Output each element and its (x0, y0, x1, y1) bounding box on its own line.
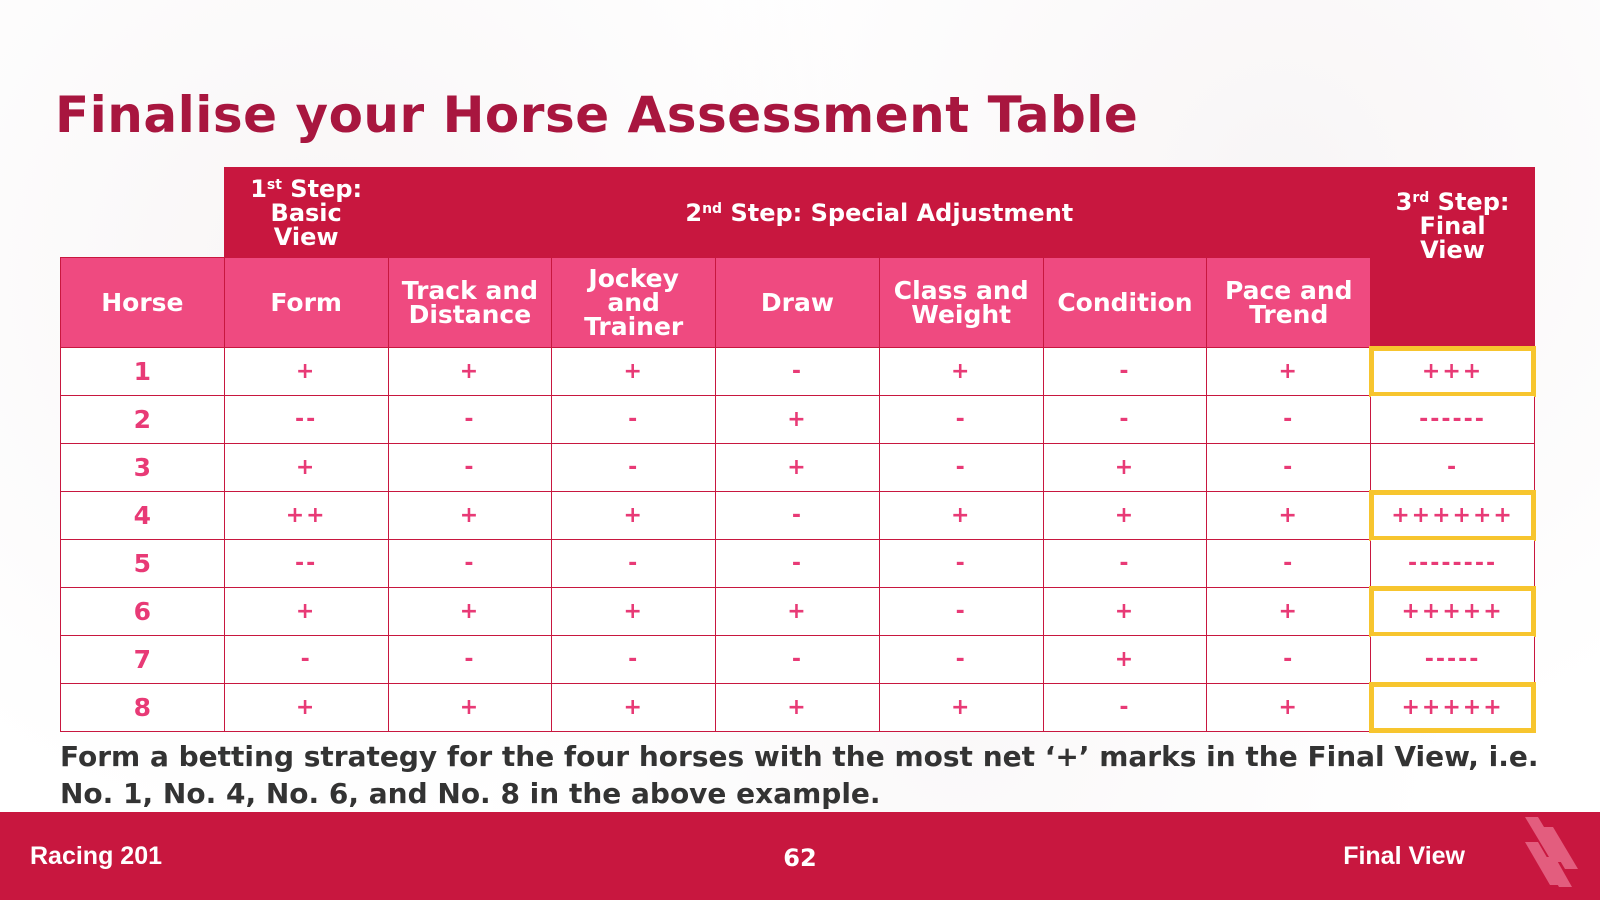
draw-mark-cell: + (716, 684, 880, 732)
step1-line3: View (273, 222, 339, 251)
draw-mark-cell: - (716, 636, 880, 684)
form-mark-cell: - (224, 636, 388, 684)
col-header-jockey-trainer (552, 258, 716, 348)
track-label-l2: Distance (408, 299, 532, 329)
form-mark-cell: -- (224, 396, 388, 444)
table-row (61, 444, 1535, 492)
step1-step-text: Step: (281, 174, 363, 203)
caption-line2: No. 1, No. 4, No. 6, and No. 8 in the above example. (60, 777, 881, 810)
table-row (61, 636, 1535, 684)
step3-header (1371, 168, 1535, 348)
jockey-mark-cell: + (552, 684, 716, 732)
track-mark-cell: + (388, 348, 552, 396)
condition-mark-cell: + (1043, 636, 1207, 684)
step2-suffix: nd (702, 200, 723, 217)
brand-stripes-logo-icon (1520, 817, 1580, 887)
slide-title: Finalise your Horse Assessment Table (55, 86, 1139, 144)
table-row (61, 684, 1535, 732)
pace-mark-cell: - (1207, 540, 1371, 588)
form-mark-cell: -- (224, 540, 388, 588)
form-mark-cell: + (224, 588, 388, 636)
class-mark-cell: - (879, 396, 1043, 444)
track-mark-cell: - (388, 444, 552, 492)
footer-course-name: Racing 201 (30, 842, 163, 870)
class-mark-cell: - (879, 588, 1043, 636)
step3-ordinal: 3 (1395, 188, 1413, 216)
table-row (61, 540, 1535, 588)
final-view-cell-highlighted: +++ (1371, 348, 1535, 396)
class-mark-cell: - (879, 636, 1043, 684)
condition-mark-cell: + (1043, 492, 1207, 540)
col-header-track-distance (388, 258, 552, 348)
step3-line2: Final (1419, 212, 1486, 240)
condition-mark-cell: - (1043, 396, 1207, 444)
condition-mark-cell: + (1043, 444, 1207, 492)
horse-number-cell: 2 (61, 396, 225, 444)
pace-mark-cell: + (1207, 348, 1371, 396)
class-mark-cell: - (879, 444, 1043, 492)
corner-blank-cell (61, 168, 225, 258)
horse-number-cell: 6 (61, 588, 225, 636)
horse-number-cell: 1 (61, 348, 225, 396)
jockey-mark-cell: - (552, 540, 716, 588)
jockey-mark-cell: + (552, 492, 716, 540)
form-mark-cell: + (224, 348, 388, 396)
pace-mark-cell: + (1207, 588, 1371, 636)
step1-suffix: st (266, 176, 282, 193)
pace-mark-cell: - (1207, 636, 1371, 684)
condition-mark-cell: - (1043, 540, 1207, 588)
col-header-condition: Condition (1043, 258, 1207, 348)
class-mark-cell: + (879, 492, 1043, 540)
table-row (61, 396, 1535, 444)
jockey-label-l1: Jockey (588, 263, 679, 293)
horse-assessment-table (60, 167, 1535, 732)
step1-header (224, 168, 388, 258)
class-mark-cell: + (879, 348, 1043, 396)
track-label-l1: Track and (401, 275, 539, 305)
step2-header (388, 168, 1371, 258)
caption-line1: Form a betting strategy for the four horses with the most net ‘+’ marks in the Final View, i.e. (60, 740, 1539, 773)
final-view-cell: ------ (1371, 396, 1535, 444)
table-row (61, 348, 1535, 396)
step3-step-text: Step: (1429, 188, 1510, 216)
step1-ordinal: 1 (250, 174, 267, 203)
track-mark-cell: - (388, 540, 552, 588)
class-label-l2: Weight (911, 299, 1012, 329)
horse-number-cell: 7 (61, 636, 225, 684)
final-view-cell: - (1371, 444, 1535, 492)
col-header-draw: Draw (716, 258, 880, 348)
jockey-label-l3: Trainer (584, 311, 684, 341)
class-label-l1: Class and (893, 275, 1029, 305)
jockey-mark-cell: + (552, 588, 716, 636)
condition-mark-cell: + (1043, 588, 1207, 636)
step1-line2: Basic (270, 198, 342, 227)
jockey-label-l2: and (607, 287, 660, 317)
jockey-mark-cell: - (552, 636, 716, 684)
horse-number-cell: 4 (61, 492, 225, 540)
pace-mark-cell: + (1207, 492, 1371, 540)
form-mark-cell: + (224, 684, 388, 732)
horse-number-cell: 3 (61, 444, 225, 492)
table-row (61, 492, 1535, 540)
draw-mark-cell: + (716, 444, 880, 492)
footer-page-number: 62 (783, 844, 817, 872)
col-header-pace-trend (1207, 258, 1371, 348)
col-header-class-weight (879, 258, 1043, 348)
final-view-cell: -------- (1371, 540, 1535, 588)
step2-step-text: Step: Special Adjustment (722, 198, 1074, 227)
draw-mark-cell: - (716, 492, 880, 540)
step3-suffix: rd (1412, 190, 1430, 206)
track-mark-cell: - (388, 396, 552, 444)
col-header-form: Form (224, 258, 388, 348)
pace-mark-cell: - (1207, 444, 1371, 492)
jockey-mark-cell: - (552, 396, 716, 444)
form-mark-cell: + (224, 444, 388, 492)
pace-label-l2: Trend (1249, 299, 1329, 329)
final-view-cell: ----- (1371, 636, 1535, 684)
class-mark-cell: - (879, 540, 1043, 588)
horse-number-cell: 5 (61, 540, 225, 588)
step3-line3: View (1420, 236, 1485, 264)
track-mark-cell: + (388, 588, 552, 636)
pace-label-l1: Pace and (1224, 275, 1353, 305)
form-mark-cell: ++ (224, 492, 388, 540)
track-mark-cell: - (388, 636, 552, 684)
jockey-mark-cell: + (552, 348, 716, 396)
strategy-caption (60, 738, 1540, 812)
pace-mark-cell: - (1207, 396, 1371, 444)
condition-mark-cell: - (1043, 684, 1207, 732)
horse-number-cell: 8 (61, 684, 225, 732)
draw-mark-cell: - (716, 540, 880, 588)
table-body (61, 348, 1535, 732)
draw-mark-cell: + (716, 588, 880, 636)
jockey-mark-cell: - (552, 444, 716, 492)
draw-mark-cell: + (716, 396, 880, 444)
step2-ordinal: 2 (685, 198, 703, 227)
final-view-cell-highlighted: +++++ (1371, 684, 1535, 732)
draw-mark-cell: - (716, 348, 880, 396)
final-view-cell-highlighted: ++++++ (1371, 492, 1535, 540)
table-row (61, 588, 1535, 636)
class-mark-cell: + (879, 684, 1043, 732)
final-view-cell-highlighted: +++++ (1371, 588, 1535, 636)
col-header-horse: Horse (61, 258, 225, 348)
footer-bar (0, 812, 1600, 900)
track-mark-cell: + (388, 492, 552, 540)
track-mark-cell: + (388, 684, 552, 732)
pace-mark-cell: + (1207, 684, 1371, 732)
condition-mark-cell: - (1043, 348, 1207, 396)
footer-section-name: Final View (1343, 842, 1465, 870)
